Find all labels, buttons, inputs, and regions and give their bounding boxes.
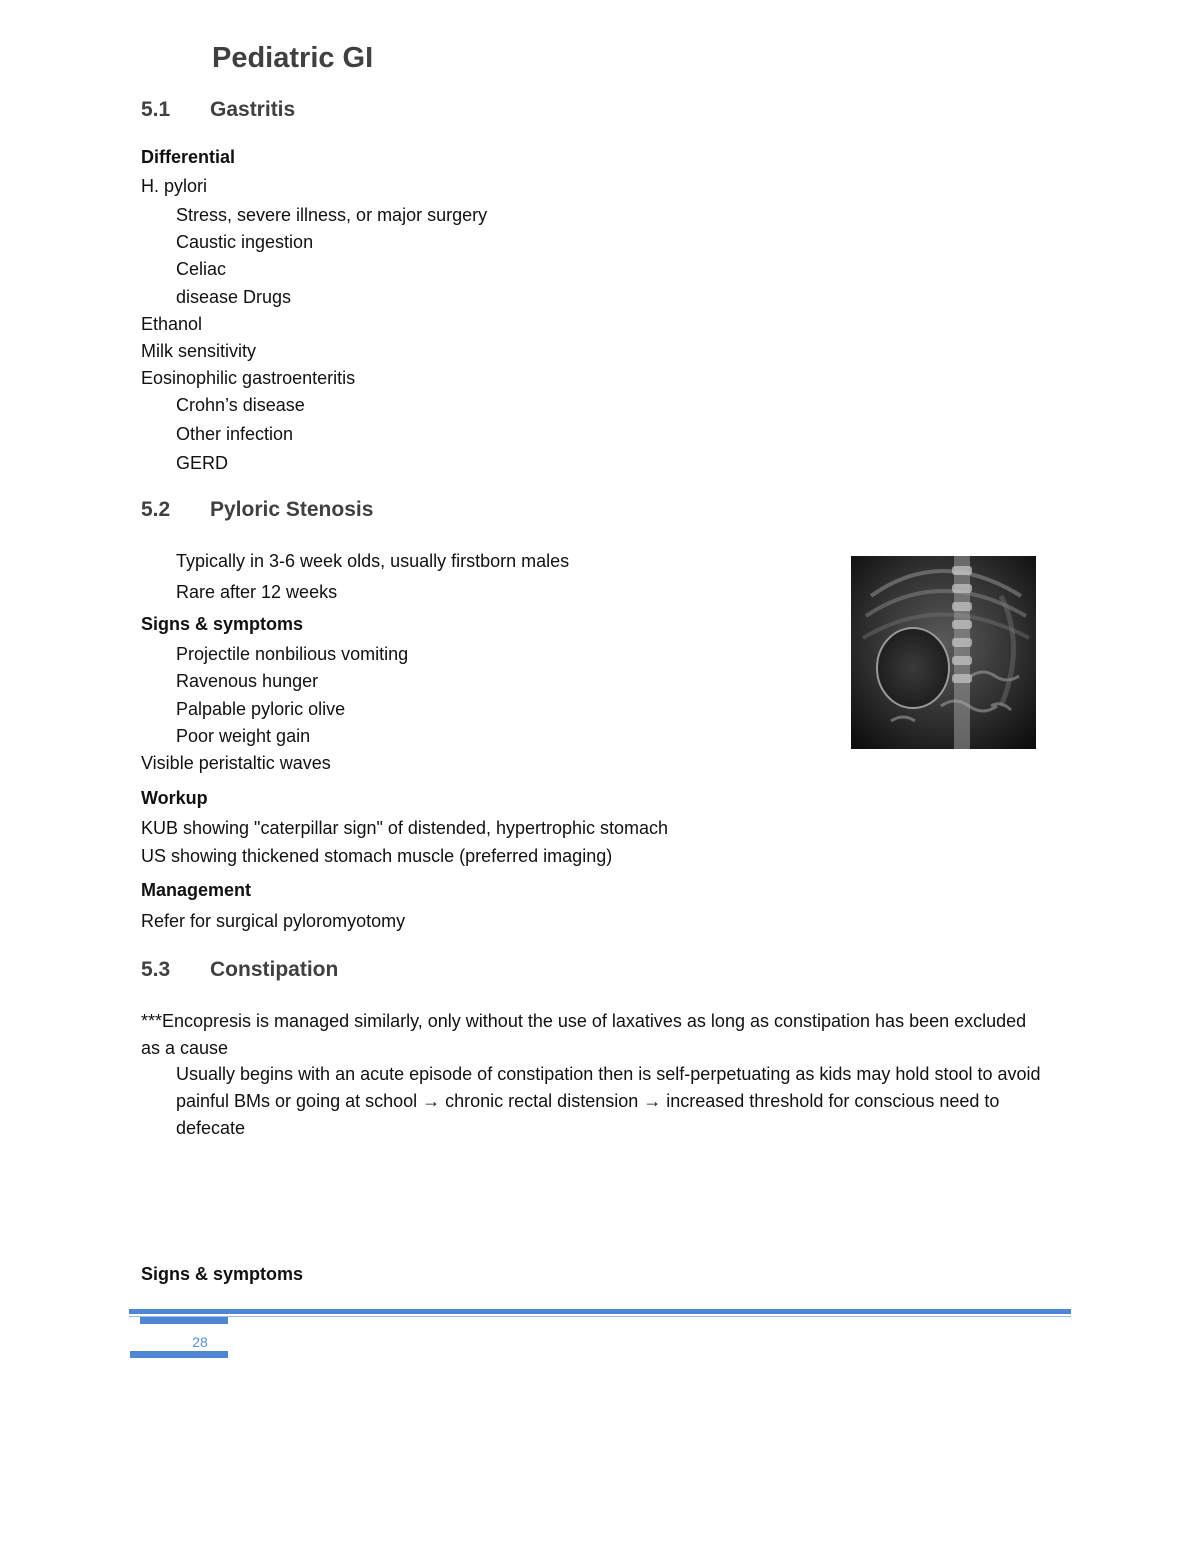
list-item: Eosinophilic gastroenteritis <box>141 368 356 388</box>
list-item: Stress, severe illness, or major surgery <box>176 205 488 225</box>
footer-rule <box>129 1309 1071 1314</box>
list-item: Poor weight gain <box>176 726 311 746</box>
page-number: 28 <box>192 1334 208 1350</box>
list-item: Refer for surgical pyloromyotomy <box>141 911 406 931</box>
list-item: Ethanol <box>141 314 203 334</box>
list-item: US showing thickened stomach muscle (preferred imaging) <box>141 846 613 866</box>
section-heading-constipation <box>141 958 338 982</box>
management-heading: Management <box>141 880 252 900</box>
list-item: Typically in 3-6 week olds, usually firstborn males <box>176 551 570 571</box>
workup-heading: Workup <box>141 788 208 808</box>
differential-heading: Differential <box>141 147 236 167</box>
section-heading-pyloric-stenosis <box>141 498 373 522</box>
list-item: Rare after 12 weeks <box>176 582 338 602</box>
list-item: Visible peristaltic waves <box>141 753 331 773</box>
list-item: GERD <box>176 453 229 473</box>
encopresis-note: ***Encopresis is managed similarly, only without the use of laxatives as long as constipation has been excluded as a cause <box>141 1011 1027 1058</box>
list-item: KUB showing "caterpillar sign" of distended, hypertrophic stomach <box>141 818 669 838</box>
list-item: Caustic ingestion <box>176 232 314 252</box>
section-number: 5.3 <box>141 958 171 981</box>
list-item: Projectile nonbilious vomiting <box>176 644 409 664</box>
list-item: Other infection <box>176 424 294 444</box>
document-title: Pediatric GI <box>212 42 374 74</box>
signs-heading: Signs & symptoms <box>141 614 304 634</box>
signs-heading: Signs & symptoms <box>141 1264 304 1284</box>
list-item: Celiac <box>176 259 227 279</box>
section-title: Gastritis <box>210 98 296 121</box>
list-item: disease Drugs <box>176 287 292 307</box>
section-number: 5.1 <box>141 98 171 121</box>
list-item: Milk sensitivity <box>141 341 257 361</box>
footer-rule-thin <box>129 1316 1071 1317</box>
list-item: Palpable pyloric olive <box>176 699 346 719</box>
section-heading-gastritis <box>141 98 295 122</box>
constipation-description: Usually begins with an acute episode of constipation then is self-perpetuating as kids may hold stool to avoid painful BMs or going at school → chronic rectal distension → increased threshold for conscious need to defecate <box>176 1064 1041 1138</box>
page-number-wrap <box>130 1317 270 1357</box>
list-item: Ravenous hunger <box>176 671 319 691</box>
section-title: Pyloric Stenosis <box>210 498 374 521</box>
xray-drawing <box>851 556 1036 749</box>
list-item: H. pylori <box>141 176 208 196</box>
list-item: Crohn’s disease <box>176 395 305 415</box>
section-title: Constipation <box>210 958 339 981</box>
section-number: 5.2 <box>141 498 171 521</box>
xray-image <box>851 556 1036 749</box>
